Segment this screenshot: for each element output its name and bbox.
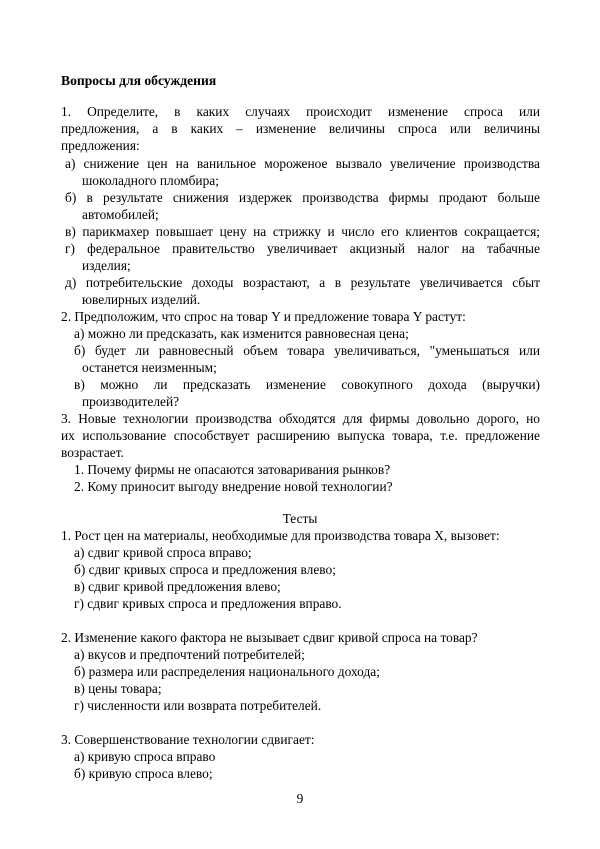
test-2-option-c: в) цены товара; — [74, 681, 162, 696]
q3-subquestion-2: 2. Кому приносит выгоду внедрение новой технологии? — [74, 479, 393, 494]
q3-line-1: 3. Новые технологии производства обходятся для фирмы довольно дорого, но — [61, 411, 540, 426]
test-1-option-b: б) сдвиг кривых спроса и предложения влево; — [74, 562, 336, 577]
q1-line-3: предложения: — [61, 138, 140, 153]
q1-option-e-line-2: ювелирных изделий. — [82, 292, 201, 307]
q2-line-1: 2. Предположим, что спрос на товар Y и предложение товара Y растут: — [61, 309, 466, 324]
discussion-heading: Вопросы для обсуждения — [61, 73, 217, 88]
test-3-question: 3. Совершенствование технологии сдвигает: — [61, 732, 315, 747]
q1-option-a-line-2: шоколадного пломбира; — [82, 173, 219, 188]
q2-option-b-line-2: останется неизменным; — [82, 360, 217, 375]
test-1-question: 1. Рост цен на материалы, необходимые для производства товара X, вызовет: — [61, 528, 500, 543]
q1-option-c: в) парикмахер повышает цену на стрижку и число его клиентов сокращается; — [65, 224, 540, 239]
q1-option-b-line-2: автомобилей; — [82, 207, 159, 222]
test-2-option-b: б) размера или распределения национального дохода; — [74, 664, 380, 679]
q1-option-d-line-1: г) федеральное правительство увеличивает акцизный налог на табачные — [65, 241, 540, 256]
q1-option-e-line-1: д) потребительские доходы возрастают, а в результате увеличивается сбыт — [65, 275, 540, 290]
q1-option-d-line-2: изделия; — [82, 258, 131, 273]
q2-option-b-line-1: б) будет ли равновесный объем товара увеличиваться, "уменьшаться или — [74, 343, 540, 358]
page-number: 9 — [296, 791, 304, 806]
q3-subquestion-1: 1. Почему фирмы не опасаются затоваривания рынков? — [74, 462, 391, 477]
test-2-question: 2. Изменение какого фактора не вызывает сдвиг кривой спроса на товар? — [61, 630, 478, 645]
q3-line-2: их использование способствует расширению выпуска товара, т.е. предложение — [61, 428, 540, 443]
q2-option-c-line-2: производителей? — [82, 394, 180, 409]
tests-heading: Тесты — [282, 511, 318, 526]
q1-option-b-line-1: б) в результате снижения издержек производства фирмы продают больше — [65, 190, 540, 205]
q1-line-2: предложения, а в каких – изменение величины спроса или величины — [61, 121, 540, 136]
test-3-option-b: б) кривую спроса влево; — [74, 766, 213, 781]
test-1-option-c: в) сдвиг кривой предложения влево; — [74, 579, 281, 594]
q1-option-a-line-1: а) снижение цен на ванильное мороженое вызвало увеличение производства — [65, 156, 540, 171]
test-1-option-d: г) сдвиг кривых спроса и предложения вправо. — [74, 596, 342, 611]
test-1-option-a: а) сдвиг кривой спроса вправо; — [74, 545, 252, 560]
q2-option-c-line-1: в) можно ли предсказать изменение совокупного дохода (выручки) — [74, 377, 540, 392]
test-2-option-d: г) численности или возврата потребителей. — [74, 698, 322, 713]
test-2-option-a: а) вкусов и предпочтений потребителей; — [74, 647, 305, 662]
q2-option-a: а) можно ли предсказать, как изменится равновесная цена; — [74, 326, 409, 341]
test-3-option-a: а) кривую спроса вправо — [74, 749, 216, 764]
q3-line-3: возрастает. — [61, 445, 124, 460]
q1-line-1: 1. Определите, в каких случаях происходит изменение спроса или — [61, 104, 540, 119]
